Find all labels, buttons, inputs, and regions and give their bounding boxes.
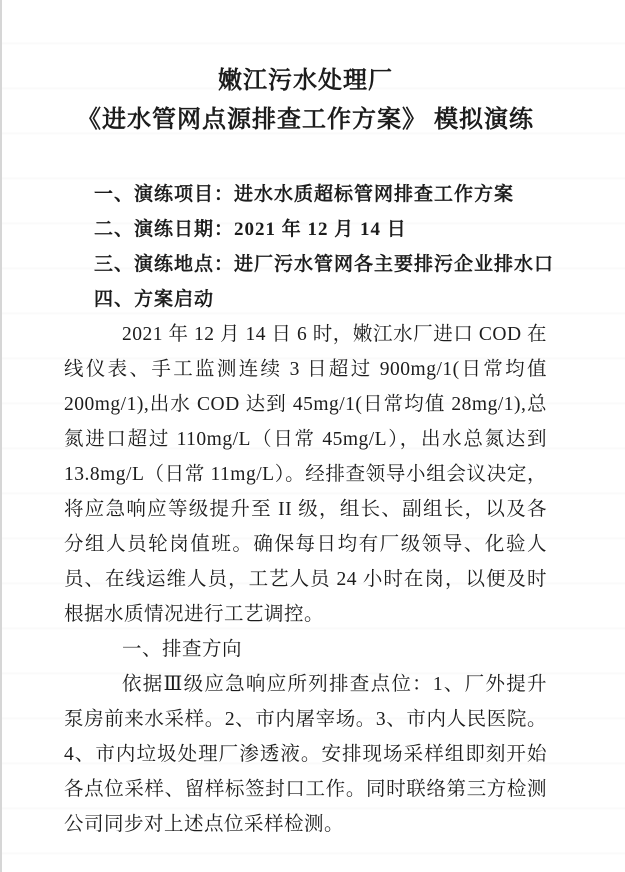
page-title-line-2: 《进水管网点源排查工作方案》 模拟演练 [77,107,534,133]
numbered-item-3: 三、演练地点：进厂污水管网各主要排污企业排水口 [94,254,555,275]
numbered-item-1: 一、演练项目：进水水质超标管网排查工作方案 [94,184,515,205]
opening-paragraph: 2021 年 12 月 14 日 6 时，嫩江水厂进口 COD 在线仪表、手工监测连续 3 日超过 900mg/1(日常均值 200mg/1),出水 COD 达到 45mg/1(日常均值 28mg/1),总氮进口超过 110mg/L（日常 45mg/L），出水总氮达到 13.8mg/L（日常 11mg/L）。经排查领导小组会议决定，将应急响应等级提升至 II 级，组长、副组长，以及各分组人员轮岗值班。确保每日均有厂级领导、化验人员、在线运维人员，工艺人员 24 小时在岗，以便及时根据水质情况进行工艺调控。 [64,324,547,625]
document-body [64,177,555,842]
section-subheading: 一、排查方向 [122,639,243,660]
page-title-line-1: 嫩江污水处理厂 [218,68,393,94]
numbered-item-4: 四、方案启动 [94,289,215,310]
investigation-paragraph: 依据Ⅲ级应急响应所列排查点位：1、厂外提升泵房前来水采样。2、市内屠宰场。3、市内人民医院。4、市内垃圾处理厂渗透液。安排现场采样组即刻开始各点位采样、留样标签封口工作。同时联络第三方检测公司同步对上述点位采样检测。 [64,674,547,835]
numbered-item-2: 二、演练日期：2021 年 12 月 14 日 [94,219,407,240]
